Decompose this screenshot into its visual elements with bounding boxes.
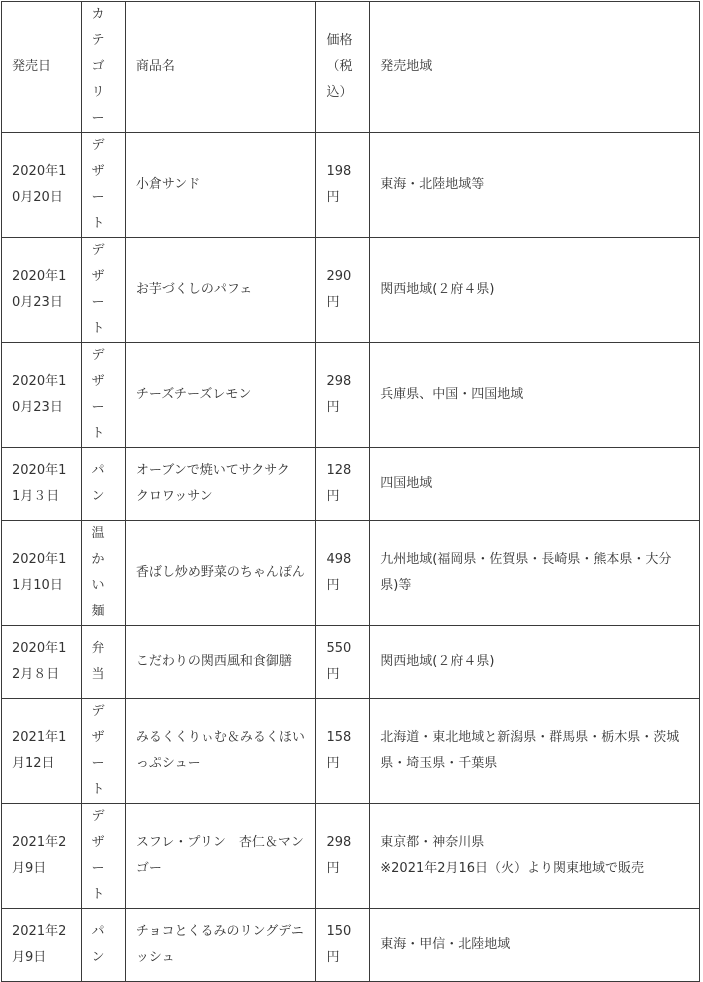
cell-release-area: 関西地域(２府４県) — [370, 626, 700, 699]
product-release-table — [1, 1, 700, 982]
cell-release-date: 2020年10月23日 — [2, 343, 82, 448]
cell-category: デザート — [81, 133, 125, 238]
cell-category: デザート — [81, 238, 125, 343]
cell-release-date: 2020年11月３日 — [2, 448, 82, 521]
table-row — [2, 238, 700, 343]
cell-category: 温かい麺 — [81, 521, 125, 626]
cell-release-area: 東海・北陸地域等 — [370, 133, 700, 238]
cell-release-date: 2020年10月23日 — [2, 238, 82, 343]
cell-price: 550円 — [316, 626, 370, 699]
cell-product-name: チーズチーズレモン — [125, 343, 316, 448]
table-row — [2, 626, 700, 699]
cell-category: 弁当 — [81, 626, 125, 699]
table-row — [2, 343, 700, 448]
table-row — [2, 804, 700, 909]
cell-price: 158円 — [316, 699, 370, 804]
header-category: カテゴリー — [81, 2, 125, 133]
cell-price: 290円 — [316, 238, 370, 343]
table-row — [2, 909, 700, 982]
cell-product-name: こだわりの関西風和食御膳 — [125, 626, 316, 699]
cell-product-name: お芋づくしのパフェ — [125, 238, 316, 343]
header-release-date: 発売日 — [2, 2, 82, 133]
cell-category: デザート — [81, 343, 125, 448]
cell-category: デザート — [81, 699, 125, 804]
table-row — [2, 133, 700, 238]
cell-release-date: 2020年12月８日 — [2, 626, 82, 699]
cell-release-date: 2020年10月20日 — [2, 133, 82, 238]
table-row — [2, 448, 700, 521]
table-row — [2, 699, 700, 804]
cell-price: 498円 — [316, 521, 370, 626]
cell-category: パン — [81, 909, 125, 982]
cell-release-date: 2020年11月10日 — [2, 521, 82, 626]
cell-release-area: 四国地域 — [370, 448, 700, 521]
cell-price: 298円 — [316, 804, 370, 909]
header-product-name: 商品名 — [125, 2, 316, 133]
cell-category: パン — [81, 448, 125, 521]
cell-price: 198円 — [316, 133, 370, 238]
cell-release-area: 兵庫県、中国・四国地域 — [370, 343, 700, 448]
table-row — [2, 521, 700, 626]
cell-release-area: 北海道・東北地域と新潟県・群馬県・栃木県・茨城県・埼玉県・千葉県 — [370, 699, 700, 804]
cell-release-date: 2021年2月9日 — [2, 804, 82, 909]
cell-price: 298円 — [316, 343, 370, 448]
cell-price: 128円 — [316, 448, 370, 521]
cell-product-name: チョコとくるみのリングデニッシュ — [125, 909, 316, 982]
cell-release-area — [370, 804, 700, 909]
cell-product-name: 香ばし炒め野菜のちゃんぽん — [125, 521, 316, 626]
header-release-area: 発売地域 — [370, 2, 700, 133]
product-release-table-container — [1, 1, 700, 982]
cell-release-area: 関西地域(２府４県) — [370, 238, 700, 343]
cell-price: 150円 — [316, 909, 370, 982]
cell-release-date: 2021年2月9日 — [2, 909, 82, 982]
cell-category: デザート — [81, 804, 125, 909]
release-area-text: 東京都・神奈川県 — [380, 835, 485, 850]
table-header-row — [2, 2, 700, 133]
header-price: 価格（税込） — [316, 2, 370, 133]
cell-product-name: オーブンで焼いてサクサク クロワッサン — [125, 448, 316, 521]
cell-release-date: 2021年1月12日 — [2, 699, 82, 804]
cell-release-area: 東海・甲信・北陸地域 — [370, 909, 700, 982]
cell-product-name: みるくくりぃむ＆みるくほいっぷシュー — [125, 699, 316, 804]
cell-product-name: スフレ・プリン 杏仁＆マンゴー — [125, 804, 316, 909]
cell-release-area: 九州地域(福岡県・佐賀県・長崎県・熊本県・大分県)等 — [370, 521, 700, 626]
cell-product-name: 小倉サンド — [125, 133, 316, 238]
release-area-note: ※2021年2月16日（火）より関東地域で販売 — [380, 861, 645, 876]
